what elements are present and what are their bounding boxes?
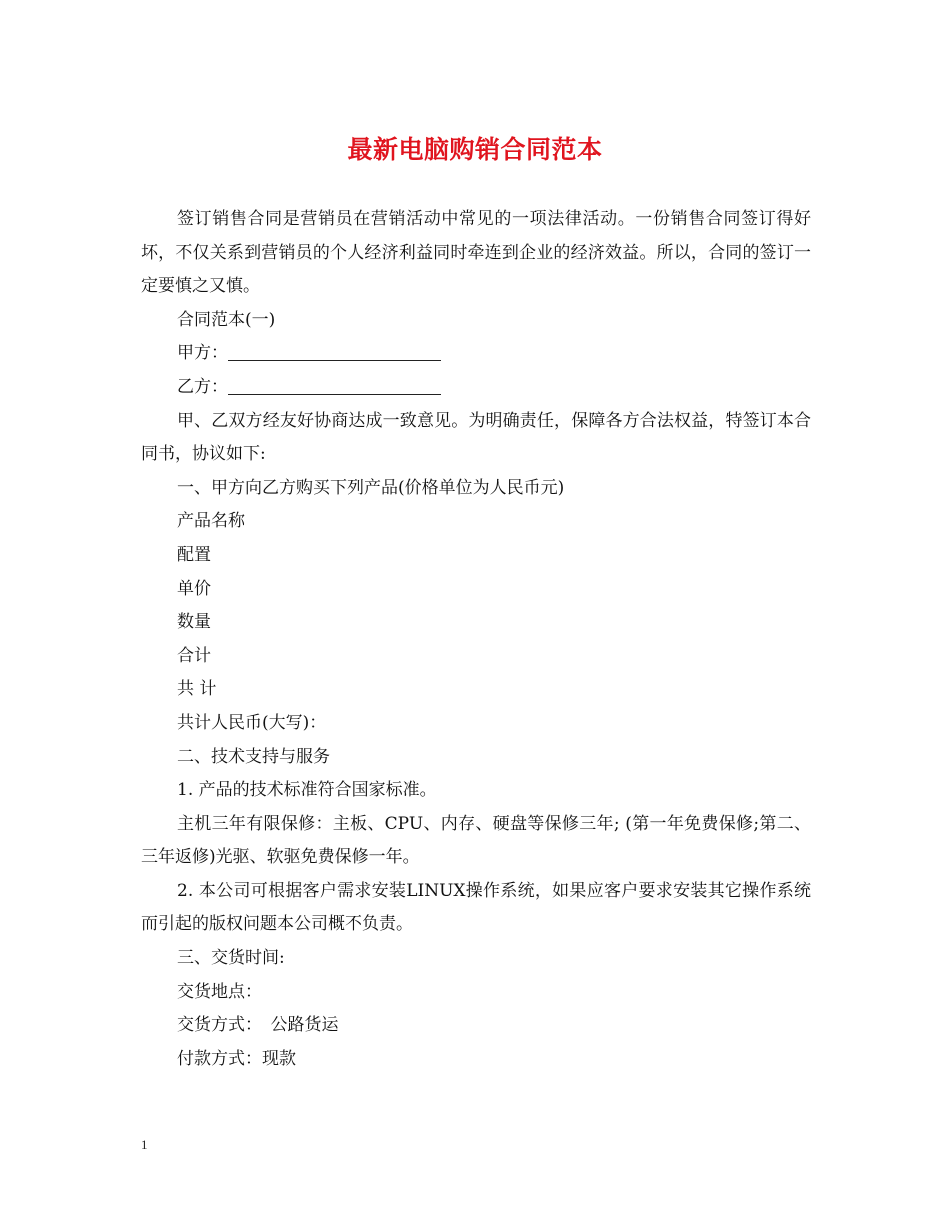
- party-a-line: [141, 337, 811, 371]
- configuration-item: 配置: [177, 544, 211, 565]
- unit-price-item: 单价: [177, 578, 211, 599]
- clause-2-1: 1. 产品的技术标准符合国家标准。: [177, 780, 437, 801]
- payment-method: 付款方式：现款: [177, 1048, 296, 1069]
- party-a-label: 甲方：: [177, 343, 228, 364]
- quantity-item: 数量: [177, 612, 211, 633]
- party-b-line: [141, 371, 811, 405]
- product-name-item: 产品名称: [177, 511, 245, 532]
- section-1-heading: 一、甲方向乙方购买下列产品(价格单位为人民币元): [177, 477, 565, 498]
- subtotal-item: 合计: [177, 645, 211, 666]
- intro-paragraph: 签订销售合同是营销员在营销活动中常见的一项法律活动。一份销售合同签订得好坏，不仅关系到营销员的个人经济利益同时牵连到企业的经济效益。所以，合同的签订一定要慎之又慎。: [141, 209, 811, 297]
- section-2-heading: 二、技术支持与服务: [177, 746, 330, 767]
- party-b-blank: [228, 374, 441, 395]
- delivery-location: 交货地点：: [177, 981, 262, 1002]
- warranty-paragraph: 主机三年有限保修：主板、CPU、内存、硬盘等保修三年; (第一年免费保修;第二、三年返修)光驱、软驱免费保修一年。: [141, 813, 811, 868]
- section-3-heading: 三、交货时间:: [177, 948, 285, 969]
- page-number: 1: [141, 1137, 148, 1152]
- party-b-label: 乙方：: [177, 376, 228, 397]
- agreement-paragraph: 甲、乙双方经友好协商达成一致意见。为明确责任，保障各方合法权益，特签订本合同书，协议如下:: [141, 410, 811, 465]
- document-title: 最新电脑购销合同范本: [347, 135, 603, 164]
- clause-2-2: 2. 本公司可根据客户需求安装LINUX操作系统，如果应客户要求安装其它操作系统而引起的版权问题本公司概不负责。: [141, 880, 811, 935]
- total-rmb-item: 共计人民币(大写)：: [177, 712, 327, 733]
- document-body: [141, 203, 811, 1076]
- contract-template-heading: 合同范本(一): [177, 309, 276, 330]
- delivery-method: 交货方式： 公路货运: [177, 1015, 339, 1036]
- total-item: 共 计: [177, 679, 217, 700]
- party-a-blank: [228, 340, 441, 361]
